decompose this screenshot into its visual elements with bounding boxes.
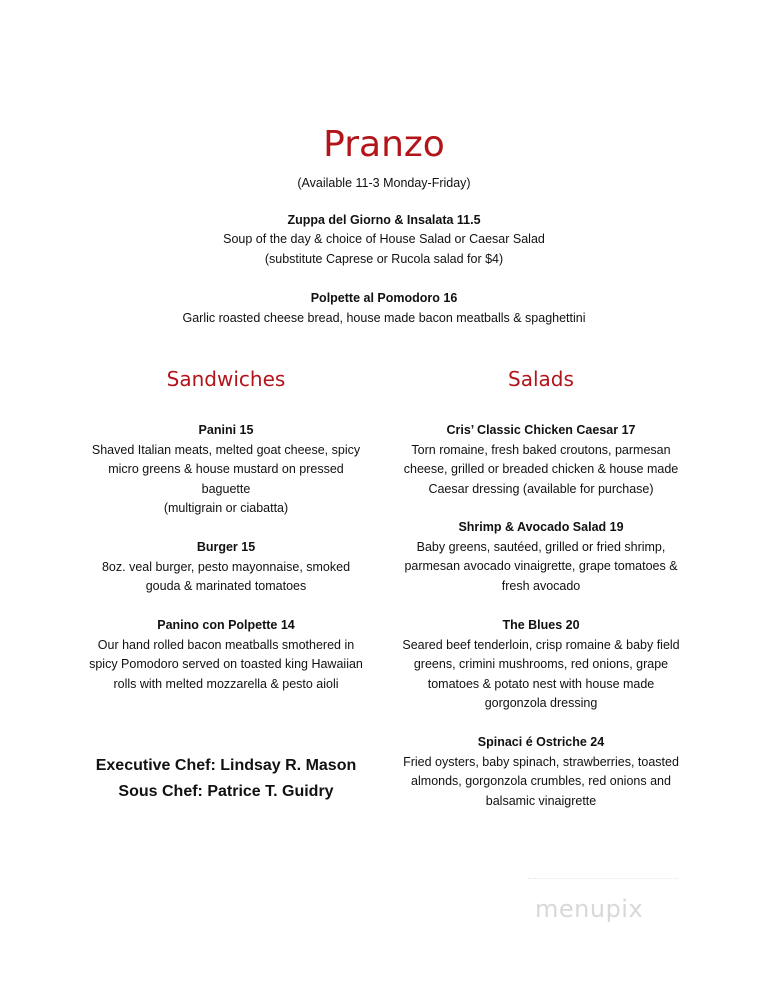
menu-item-name: Cris’ Classic Chicken Caesar 17 xyxy=(446,423,636,437)
menu-item xyxy=(400,421,682,499)
menu-item-name: The Blues 20 xyxy=(502,618,580,632)
menu-item-description: Baby greens, sautéed, grilled or fried shrimp, xyxy=(416,539,666,554)
menu-item-description: spicy Pomodoro served on toasted king Hawaiian xyxy=(89,657,363,671)
menu-item-description: micro greens & house mustard on pressed xyxy=(108,462,344,476)
menu-item-name: Burger 15 xyxy=(196,540,256,554)
menu-item xyxy=(400,733,682,811)
menu-item xyxy=(86,538,366,597)
watermark-decoration xyxy=(528,878,678,885)
menu-item-name: Panino con Polpette 14 xyxy=(157,618,295,632)
menu-item xyxy=(86,421,366,519)
special-name: Polpette al Pomodoro 16 xyxy=(310,291,458,305)
menu-item-description: balsamic vinaigrette xyxy=(485,793,597,808)
menu-item-description: cheese, grilled or breaded chicken & house made xyxy=(403,462,679,476)
menu-item-name: Panini 15 xyxy=(198,423,254,437)
menu-item-description: parmesan avocado vinaigrette, grape tomatoes & xyxy=(404,559,678,573)
menu-item-description: 8oz. veal burger, pesto mayonnaise, smoked xyxy=(101,559,351,574)
menu-item-description: fresh avocado xyxy=(501,578,581,593)
menu-item-description: rolls with melted mozzarella & pesto aioli xyxy=(113,676,339,691)
menu-item xyxy=(400,616,682,714)
menu-item xyxy=(400,518,682,596)
menu-title: Pranzo xyxy=(323,124,445,165)
menu-item-description: tomatoes & potato nest with house made xyxy=(427,676,655,691)
availability-note: (Available 11-3 Monday-Friday) xyxy=(297,176,471,190)
menu-item-name: Shrimp & Avocado Salad 19 xyxy=(458,520,624,534)
menu-item xyxy=(86,616,366,694)
sous-chef: Sous Chef: Patrice T. Guidry xyxy=(118,783,334,800)
menu-item-description: Torn romaine, fresh baked croutons, parmesan xyxy=(411,442,671,457)
menu-item-description: gouda & marinated tomatoes xyxy=(145,579,307,593)
menu-item-description: baguette xyxy=(201,481,251,496)
menu-item-description: Caesar dressing (available for purchase) xyxy=(428,481,654,496)
executive-chef: Executive Chef: Lindsay R. Mason xyxy=(95,757,357,774)
special-description: (substitute Caprese or Rucola salad for $4) xyxy=(264,252,504,266)
menu-item-description: Seared beef tenderloin, crisp romaine & baby field xyxy=(402,637,680,652)
menu-item-description: (multigrain or ciabatta) xyxy=(163,501,289,515)
menu-item-description: almonds, gorgonzola crumbles, red onions and xyxy=(411,774,671,788)
watermark-logo: menupix xyxy=(535,895,644,923)
sandwiches-heading: Sandwiches xyxy=(166,367,286,391)
menu-item-description: Our hand rolled bacon meatballs smothered in xyxy=(97,637,355,652)
special-name: Zuppa del Giorno & Insalata 11.5 xyxy=(287,213,481,227)
menu-item-description: gorgonzola dressing xyxy=(484,696,598,710)
menu-item-description: Fried oysters, baby spinach, strawberries, toasted xyxy=(403,754,679,769)
special-description: Garlic roasted cheese bread, house made bacon meatballs & spaghettini xyxy=(182,311,586,325)
salads-heading: Salads xyxy=(508,367,574,391)
menu-item-description: greens, crimini mushrooms, red onions, grape xyxy=(413,657,669,671)
special-description: Soup of the day & choice of House Salad or Caesar Salad xyxy=(223,232,545,246)
menu-item-name: Spinaci é Ostriche 24 xyxy=(477,735,605,749)
menu-item-description: Shaved Italian meats, melted goat cheese, spicy xyxy=(91,442,361,457)
